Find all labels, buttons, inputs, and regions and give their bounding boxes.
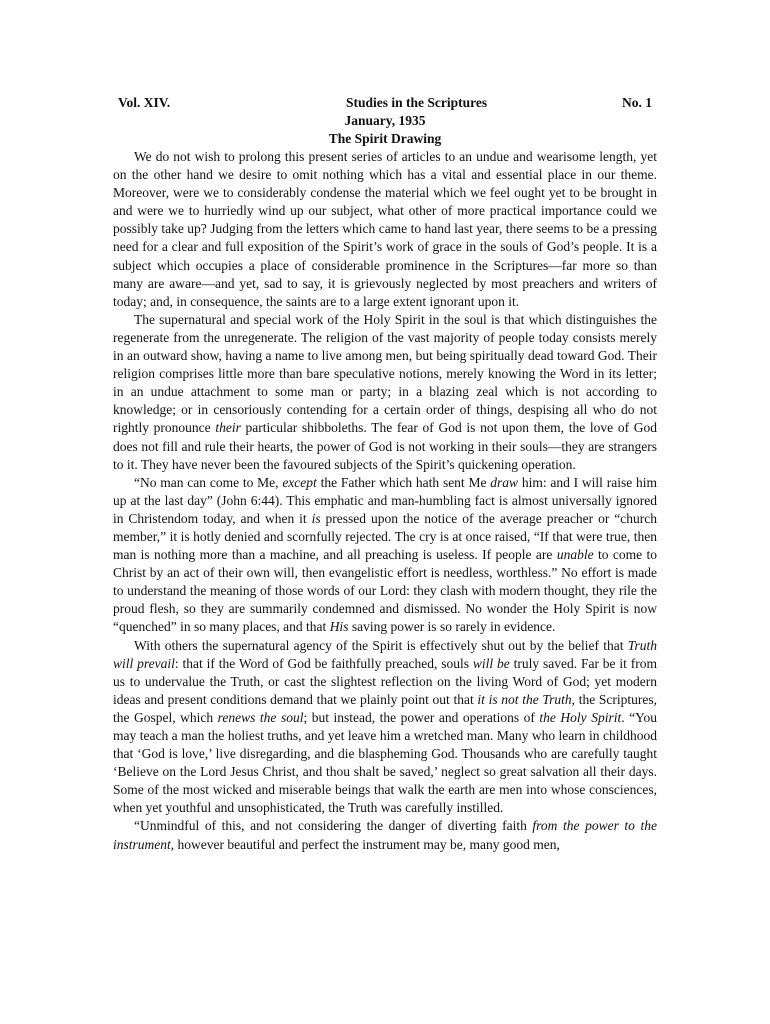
body-paragraph: [113, 474, 657, 637]
italic-run: will be: [472, 655, 510, 671]
volume-label: Vol. XIV.: [118, 95, 171, 110]
text-run: With others the supernatural agency of the Spirit is effectively shut out by the belief that: [134, 637, 628, 653]
text-run: . “You may teach a man the holiest truths, and yet leave him a wretched man. Many who learn in childhood that ‘God is love,’ live disregarding, and die blaspheming God. Thousands who are carefully taught ‘Believe on the Lord Jesus Christ, and thou shalt be saved,’ neglect so great salvation all their days. Some of the most wicked and miserable beings that walk the earth are men into whose consciences, when yet youthful and unsophisticated, the Truth was carefully instilled.: [113, 709, 657, 816]
text-run: We do not wish to prolong this present series of articles to an undue and wearisome length, yet on the other hand we desire to omit nothing which has a vital and essential place in our theme. Moreover, were we to considerably condense the material which we feel ought yet to be brought in and were we to hurriedly wind up our subject, what other of more practical importance could we possibly take up? Judging from the letters which came to hand last year, there seems to be a pressing need for a clear and full exposition of the Spirit’s work of grace in the souls of God’s people. It is a subject which occupies a place of considerable prominence in the Scriptures—far more so than many are aware—and yet, sad to say, it is grievously neglected by most preachers and writers of today; and, in consequence, the saints are to a large extent ignorant upon it.: [113, 149, 657, 309]
italic-run: Truth will prevail: [113, 637, 657, 671]
text-run: pressed upon the notice of the average preacher or “church member,” it is hotly denied and scornfully rejected. The cry is at once raised, “If that were true, then man is nothing more than a machine, and all preaching is useless. If people are: [113, 510, 658, 563]
text-run: “Unmindful of this, and not considering the danger of diverting faith: [134, 818, 533, 834]
body-paragraph: [113, 637, 657, 818]
text-run: “No man can come to Me,: [134, 474, 283, 490]
italic-run: the Holy Spirit: [539, 709, 622, 725]
text-run: him: and I will raise him up at the last day” (John 6:44). This emphatic and man-humbling fact is almost universally ignored in Christendom today, and when it: [113, 474, 657, 526]
text-run: particular shibboleths. The fear of God is not upon them, the love of God does not fill and rule their hearts, the power of God is not working in their souls—they are strangers to it. They have never been the favoured subjects of the Spirit’s quickening operation.: [113, 420, 657, 472]
document-page: [113, 94, 657, 854]
publication-title: Studies in the Scriptures: [346, 95, 488, 110]
italic-run: their: [215, 420, 241, 436]
text-run: ; but instead, the power and operations of: [303, 709, 540, 725]
text-run: truly saved. Far be it from us to undervalue the Truth, or cast the slightest reflection on the living Word of God; yet modern ideas and present conditions demand that we plainly point out that: [113, 655, 658, 707]
masthead: [113, 94, 657, 112]
text-run: , however beautiful and perfect the instrument may be, many good men,: [170, 836, 560, 852]
text-run: to come to Christ by an act of their own will, then evangelistic effort is needless, worthless.” No effort is made to understand the meaning of those words of our Lord: they clash with modern thought, they rile the proud flesh, so they are summarily condemned and dismissed. No wonder the Holy Spirit is now “quenched” in so many places, and that: [113, 547, 657, 635]
italic-run: it is not the Truth: [477, 691, 572, 707]
article-body: [113, 148, 657, 854]
italic-run: unable: [556, 547, 594, 563]
italic-run: from the power to the instrument: [113, 818, 657, 852]
italic-run: except: [282, 474, 317, 490]
italic-run: renews the soul: [217, 709, 304, 725]
body-paragraph: [113, 148, 657, 311]
italic-run: is: [311, 510, 321, 526]
issue-number: No. 1: [622, 95, 652, 110]
text-run: the Father which hath sent Me: [316, 474, 491, 490]
italic-run: draw: [490, 474, 519, 490]
body-paragraph: [113, 817, 657, 853]
issue-date: January, 1935: [344, 113, 426, 128]
text-run: The supernatural and special work of the Holy Spirit in the soul is that which distinguishes the regenerate from the unregenerate. The religion of the vast majority of people today consists merely in an outward show, having a name to live among men, but being spiritually dead toward God. Their religion comprises little more than bare speculative notions, merely knowing the Word in its letter; in an undue attachment to some man or party; in a blazing zeal which is not according to knowledge; or in censoriously contending for a certain order of things, despising all who do not rightly pronounce: [113, 311, 657, 436]
text-run: , the Scriptures, the Gospel, which: [113, 691, 657, 725]
text-run: : that if the Word of God be faithfully preached, souls: [174, 655, 473, 671]
text-run: saving power is so rarely in evidence.: [348, 619, 556, 635]
body-paragraph: [113, 311, 657, 474]
italic-run: His: [329, 619, 349, 635]
article-title: The Spirit Drawing: [328, 131, 442, 146]
